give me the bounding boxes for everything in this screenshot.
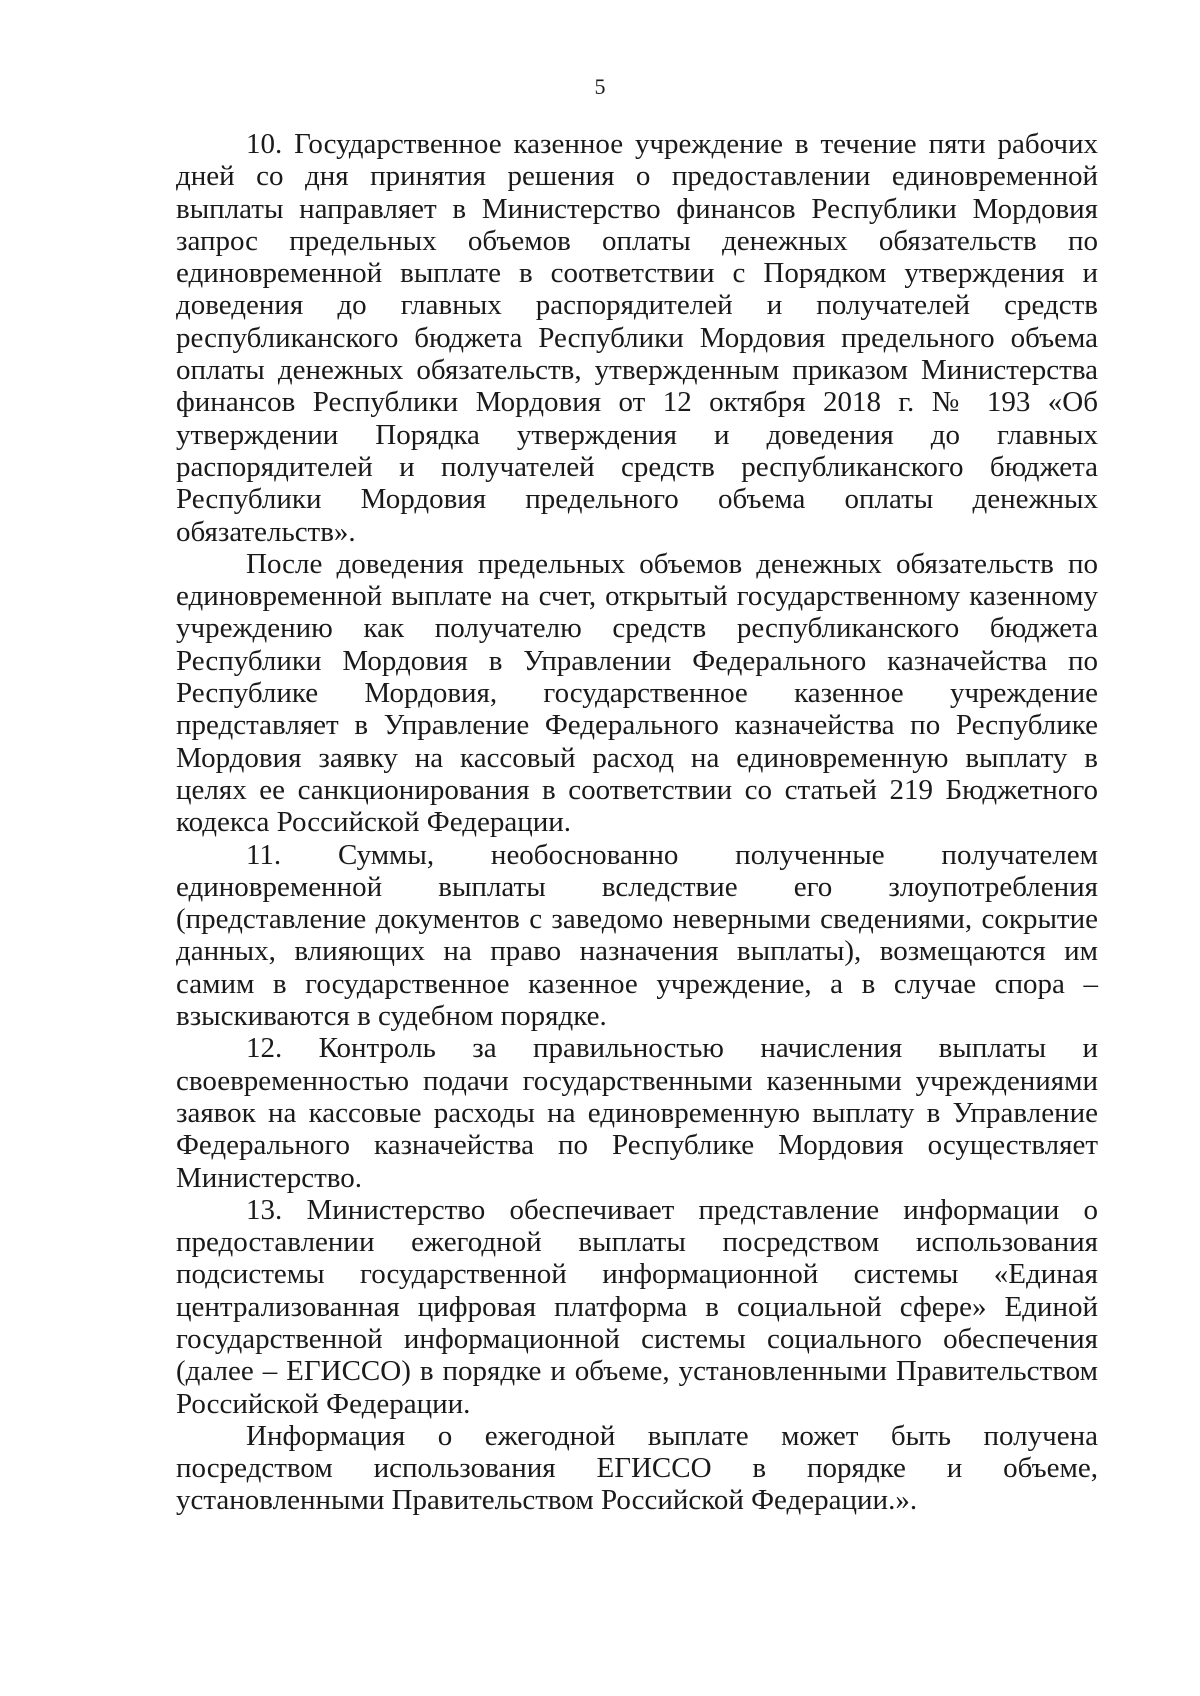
paragraph-12: 12. Контроль за правильностью начисления выплаты и своевременностью подачи государственными казенными учреждениями заявок на кассовые расходы на единовременную выплату в Управление Федерального казначейства по Республике Мордовия осуществляет Министерство.: [176, 1032, 1098, 1194]
paragraph-13-continued: Информация о ежегодной выплате может быть получена посредством использования ЕГИССО в порядке и объеме, установленными Правительством Российской Федерации.».: [176, 1419, 1098, 1517]
paragraph-10-continued: После доведения предельных объемов денежных обязательств по единовременной выплате на счет, открытый государственному казенному учреждению как получателю средств республиканского бюджета Республики Мордовия в Управлении Федерального казначейства по Республике Мордовия, государственное казенное учреждение представляет в Управление Федерального казначейства по Республике Мордовия заявку на кассовый расход на единовременную выплату в целях ее санкционирования в соответствии со статьей 219 Бюджетного кодекса Российской Федерации.: [176, 547, 1098, 839]
paragraph-11: 11. Суммы, необоснованно полученные получателем единовременной выплаты вследствие его злоупотребления (представление документов с заведомо неверными сведениями, сокрытие данных, влияющих на право назначения выплаты), возмещаются им самим в государственное казенное учреждение, а в случае спора – взыскиваются в судебном порядке.: [176, 838, 1098, 1033]
page-number: 5: [594, 74, 606, 99]
paragraph-10: 10. Государственное казенное учреждение в течение пяти рабочих дней со дня принятия решения о предоставлении единовременной выплаты направляет в Министерство финансов Республики Мордовия запрос предельных объемов оплаты денежных обязательств по единовременной выплате в соответствии с Порядком утверждения и доведения до главных распорядителей и получателей средств республиканского бюджета Республики Мордовия предельного объема оплаты денежных обязательств, утвержденным приказом Министерства финансов Республики Мордовия от 12 октября 2018 г. № 193 «Об утверждении Порядка утверждения и доведения до главных распорядителей и получателей средств республиканского бюджета Республики Мордовия предельного объема оплаты денежных обязательств».: [176, 128, 1098, 548]
document-body: [176, 128, 1098, 1517]
paragraph-13: 13. Министерство обеспечивает представление информации о предоставлении ежегодной выплаты посредством использования подсистемы государственной информационной системы «Единая централизованная цифровая платформа в социальной сфере» Единой государственной информационной системы социального обеспечения (далее – ЕГИССО) в порядке и объеме, установленными Правительством Российской Федерации.: [176, 1193, 1098, 1420]
